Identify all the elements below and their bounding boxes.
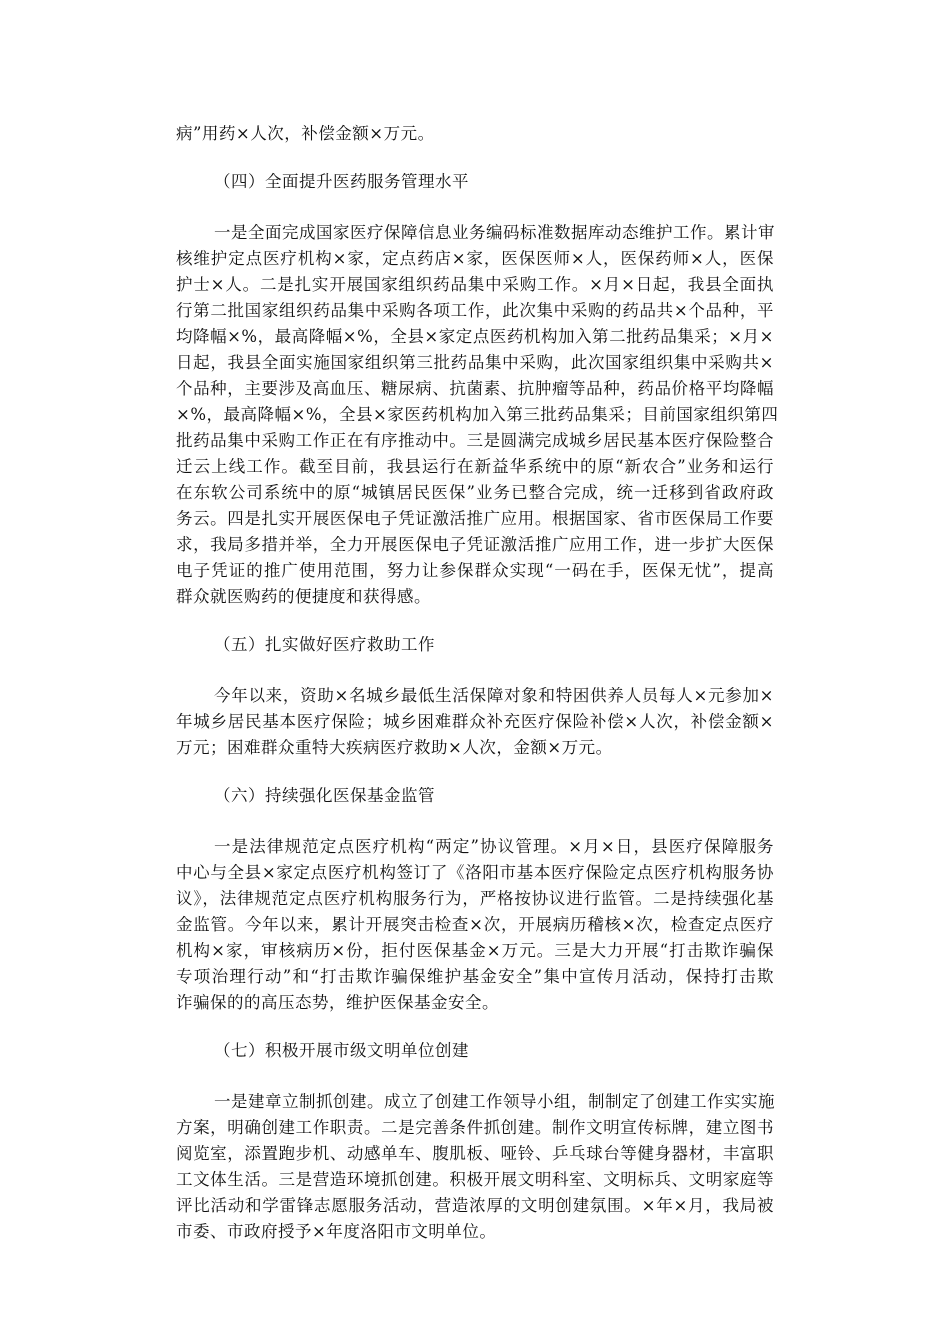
block-spacer bbox=[176, 1016, 774, 1038]
paragraph bbox=[176, 220, 779, 610]
paragraph-line: 年城乡居民基本医疗保险；城乡困难群众补充医疗保险补偿×人次，补偿金额× bbox=[176, 712, 774, 731]
paragraph-line: 评比活动和学雷锋志愿服务活动，营造浓厚的文明创建氛围。×年×月，我局被 bbox=[176, 1196, 774, 1215]
paragraph bbox=[176, 683, 774, 761]
paragraph-line: ×%，最高降幅×%，全县×家医药机构加入第三批药品集采；目前国家组织第四 bbox=[176, 405, 779, 424]
paragraph-line: 均降幅×%，最高降幅×%，全县×家定点医药机构加入第二批药品集采；×月× bbox=[176, 327, 774, 346]
paragraph-line: 中心与全县×家定点医疗机构签订了《洛阳市基本医疗保险定点医疗机构服务协 bbox=[176, 863, 774, 882]
paragraph-line: 一是全面完成国家医疗保障信息业务编码标准数据库动态维护工作。累计审 bbox=[214, 223, 775, 242]
paragraph-line: 在东软公司系统中的原“城镇居民医保”业务已整合完成，统一迁移到省政府政 bbox=[176, 483, 774, 502]
paragraph-line: 一是法律规范定点医疗机构“两定”协议管理。×月×日，县医疗保障服务 bbox=[214, 837, 774, 856]
paragraph-line: 工文体生活。三是营造环境抓创建。积极开展文明科室、文明标兵、文明家庭等 bbox=[176, 1170, 774, 1189]
block-spacer bbox=[176, 761, 774, 783]
block-spacer bbox=[176, 809, 774, 834]
paragraph-line: 行第二批国家组织药品集中采购各项工作，此次集中采购的药品共×个品种，平 bbox=[176, 301, 774, 320]
paragraph bbox=[176, 121, 774, 147]
paragraph-line: 市委、市政府授予×年度洛阳市文明单位。 bbox=[176, 1222, 497, 1241]
block-spacer bbox=[176, 610, 774, 632]
paragraph-line: 议》，法律规范定点医疗机构服务行为，严格按协议进行监管。二是持续强化基 bbox=[176, 889, 774, 908]
paragraph-line: 核维护定点医疗机构×家，定点药店×家，医保医师×人，医保药师×人，医保 bbox=[176, 249, 774, 268]
section-heading: （七）积极开展市级文明单位创建 bbox=[214, 1041, 469, 1060]
section-heading: （六）持续强化医保基金监管 bbox=[214, 786, 435, 805]
paragraph-line: 迁云上线工作。截至目前，我县运行在新益华系统中的原“新农合”业务和运行 bbox=[176, 457, 774, 476]
paragraph bbox=[176, 1089, 774, 1245]
paragraph-line: 群众就医购药的便捷度和获得感。 bbox=[176, 587, 431, 606]
paragraph-line: 电子凭证的推广使用范围，努力让参保群众实现“一码在手，医保无忧”，提高 bbox=[176, 561, 774, 580]
paragraph-line: 个品种，主要涉及高血压、糖尿病、抗菌素、抗肿瘤等品种，药品价格平均降幅 bbox=[176, 379, 774, 398]
paragraph-line: 病”用药×人次，补偿金额×万元。 bbox=[176, 124, 435, 143]
paragraph-line: 求，我局多措并举，全力开展医保电子凭证激活推广应用工作，进一步扩大医保 bbox=[176, 535, 774, 554]
section-heading: （四）全面提升医药服务管理水平 bbox=[214, 172, 469, 191]
paragraph-line: 专项治理行动”和“打击欺诈骗保维护基金安全”集中宣传月活动，保持打击欺 bbox=[176, 967, 774, 986]
document-body bbox=[176, 121, 779, 1245]
block-spacer bbox=[176, 658, 774, 683]
paragraph-line: 护士×人。二是扎实开展国家组织药品集中采购工作。×月×日起，我县全面执 bbox=[176, 275, 774, 294]
block-spacer bbox=[176, 195, 774, 220]
block-spacer bbox=[176, 147, 774, 169]
paragraph-line: 今年以来，资助×名城乡最低生活保障对象和特困供养人员每人×元参加× bbox=[214, 686, 774, 705]
paragraph-line: 阅览室，添置跑步机、动感单车、腹肌板、哑铃、乒乓球台等健身器材，丰富职 bbox=[176, 1144, 774, 1163]
section-heading: （五）扎实做好医疗救助工作 bbox=[214, 635, 435, 654]
paragraph-line: 机构×家，审核病历×份，拒付医保基金×万元。三是大力开展“打击欺诈骗保 bbox=[176, 941, 774, 960]
paragraph-line: 方案，明确创建工作职责。二是完善条件抓创建。制作文明宣传标牌，建立图书 bbox=[176, 1118, 774, 1137]
paragraph-line: 万元；困难群众重特大疾病医疗救助×人次，金额×万元。 bbox=[176, 738, 613, 757]
paragraph-line: 务云。四是扎实开展医保电子凭证激活推广应用。根据国家、省市医保局工作要 bbox=[176, 509, 774, 528]
paragraph bbox=[176, 834, 774, 1016]
block-spacer bbox=[176, 1064, 774, 1089]
paragraph-line: 一是建章立制抓创建。成立了创建工作领导小组，制制定了创建工作实实施 bbox=[214, 1092, 775, 1111]
paragraph-line: 批药品集中采购工作正在有序推动中。三是圆满完成城乡居民基本医疗保险整合 bbox=[176, 431, 774, 450]
paragraph-line: 日起，我县全面实施国家组织第三批药品集中采购，此次国家组织集中采购共× bbox=[176, 353, 774, 372]
paragraph-line: 金监管。今年以来，累计开展突击检查×次，开展病历稽核×次，检查定点医疗 bbox=[176, 915, 774, 934]
paragraph-line: 诈骗保的的高压态势，维护医保基金安全。 bbox=[176, 993, 499, 1012]
